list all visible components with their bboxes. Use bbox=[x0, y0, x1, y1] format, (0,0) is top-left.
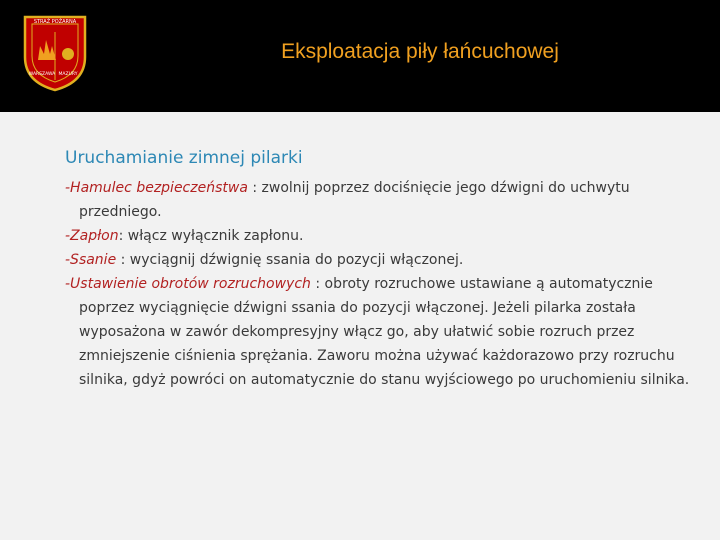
section-subtitle: Uruchamianie zimnej pilarki bbox=[65, 148, 303, 168]
item-term: -Hamulec bezpieczeństwa bbox=[65, 180, 248, 196]
item-text: : wyciągnij dźwignię ssania do pozycji włączonej. bbox=[116, 252, 464, 268]
slide-title: Eksploatacja piły łańcuchowej bbox=[281, 40, 559, 63]
list-item bbox=[65, 272, 695, 392]
logo-top-text: STRAŻ POŻARNA bbox=[33, 19, 77, 25]
logo-bottom-right-text: MAZURY bbox=[58, 72, 78, 77]
list-item bbox=[65, 224, 695, 248]
fire-brigade-emblem-icon bbox=[20, 12, 90, 92]
slide-content bbox=[65, 148, 695, 392]
item-text: : włącz wyłącznik zapłonu. bbox=[118, 228, 304, 244]
item-text: : zwolnij poprzez dociśnięcie jego dźwigni do uchwytu przedniego. bbox=[79, 180, 630, 220]
list-item bbox=[65, 248, 695, 272]
item-term: -Ssanie bbox=[65, 252, 117, 268]
header-bar bbox=[0, 0, 720, 112]
logo-bottom-left-text: WARSZAWA bbox=[28, 72, 56, 77]
list-item bbox=[65, 176, 695, 224]
item-text: : obroty rozruchowe ustawiane ą automatycznie poprzez wyciągnięcie dźwigni ssania do pozycji włączonej. Jeżeli pilarka została wyposażona w zawór dekompresyjny włącz go, aby ułatwić sobie rozruch przez zmniejszenie ciśnienia sprężania. Zaworu można używać każdorazowo przy rozruchu silnika, gdyż powróci on automatycznie do stanu wyjściowego po uruchomieniu silnika. bbox=[79, 276, 690, 388]
item-term: -Ustawienie obrotów rozruchowych bbox=[65, 276, 311, 292]
item-term: -Zapłon bbox=[65, 228, 119, 244]
